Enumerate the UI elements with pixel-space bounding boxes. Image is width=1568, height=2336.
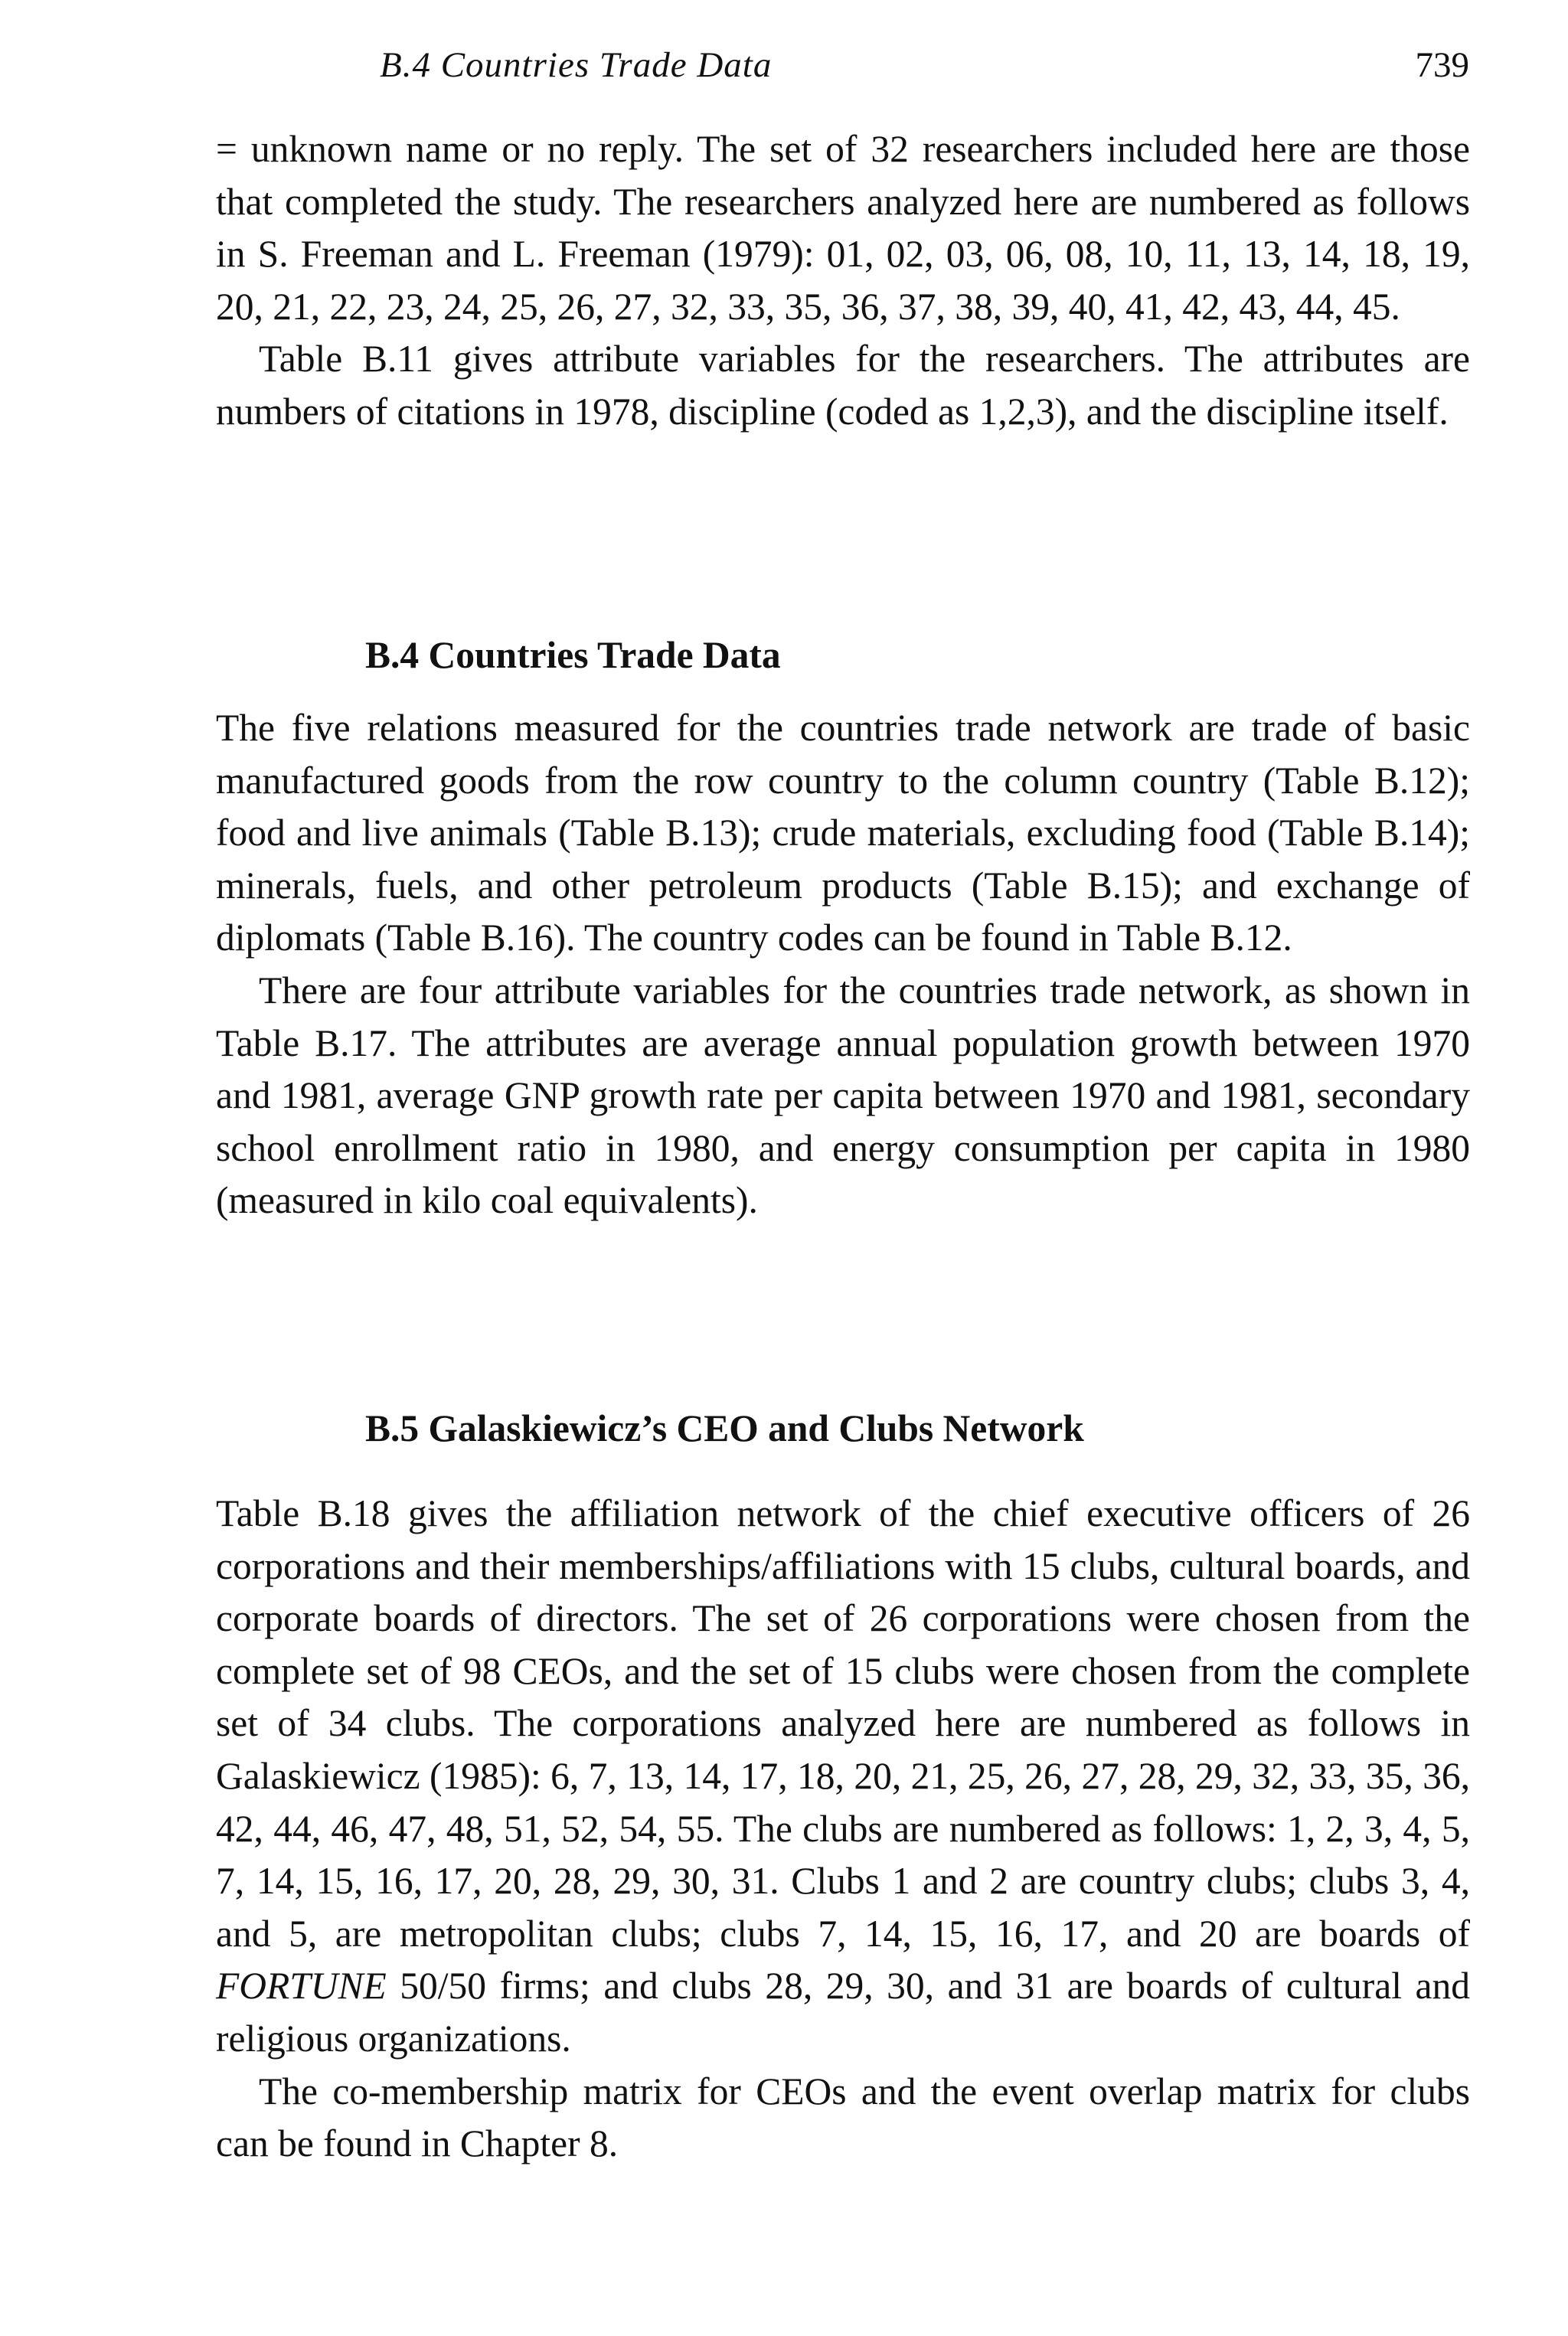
continuation-text	[216, 123, 1470, 439]
paragraph-comembership: The co-membership matrix for CEOs and the event overlap matrix for clubs can be found in Chapter 8.	[216, 2070, 1470, 2165]
section-b5-text	[216, 1488, 1470, 2171]
paragraph-text-part: Table B.18 gives the affiliation network of the chief executive officers of 26 corporations and their memberships/affiliations with 15 clubs, cultural boards, and corporate boards of directors. The set of 26 corporations were chosen from the complete set of 98 CEOs, and the set of 15 clubs were chosen from the complete set of 34 clubs. The corporations analyzed here are numbered as follows in Galaskiewicz (1985): 6, 7, 13, 14, 17, 18, 20, 21, 25, 26, 27, 28, 29, 32, 33, 35, 36, 42, 44, 46, 47, 48, 51, 52, 54, 55. The clubs are numbered as follows: 1, 2, 3, 4, 5, 7, 14, 15, 16, 17, 20, 28, 29, 30, 31. Clubs 1 and 2 are country clubs; clubs 3, 4, and 5, are metropolitan clubs; clubs 7, 14, 15, 16, 17, and 20 are boards of	[216, 1492, 1470, 1955]
running-head: B.4 Countries Trade Data	[380, 45, 773, 85]
paragraph-trade-attributes: There are four attribute variables for the countries trade network, as shown in Table B.17. The attributes are average annual population growth between 1970 and 1981, average GNP growth rate per capita between 1970 and 1981, secondary school enrollment ratio in 1980, and energy consumption per capita in 1980 (measured in kilo coal equivalents).	[216, 969, 1470, 1222]
paragraph-ceo-clubs-network	[216, 1488, 1470, 2066]
journal-name: FORTUNE	[216, 1965, 387, 2008]
page-number: 739	[1415, 45, 1469, 85]
paragraph-text-part: 50/50 firms; and clubs 28, 29, 30, and 31 are boards of cultural and religious organizations.	[216, 1965, 1470, 2060]
section-b4-text	[216, 702, 1470, 1227]
paragraph-researchers-list: = unknown name or no reply. The set of 32 researchers included here are those that completed the study. The researchers analyzed here are numbered as follows in S. Freeman and L. Freeman (1979): 01, 02, 03, 06, 08, 10, 11, 13, 14, 18, 19, 20, 21, 22, 23, 24, 25, 26, 27, 32, 33, 35, 36, 37, 38, 39, 40, 41, 42, 43, 44, 45.	[216, 128, 1470, 328]
paragraph-researcher-attributes: Table B.11 gives attribute variables for the researchers. The attributes are numbers of citations in 1978, discipline (coded as 1,2,3), and the discipline itself.	[216, 338, 1470, 433]
section-heading-b4: B.4 Countries Trade Data	[365, 634, 781, 676]
paragraph-trade-relations: The five relations measured for the countries trade network are trade of basic manufactured goods from the row country to the column country (Table B.12); food and live animals (Table B.13); crude materials, excluding food (Table B.14); minerals, fuels, and other petroleum products (Table B.15); and exchange of diplomats (Table B.16). The country codes can be found in Table B.12.	[216, 707, 1470, 959]
section-heading-b5: B.5 Galaskiewicz’s CEO and Clubs Network	[365, 1407, 1084, 1449]
